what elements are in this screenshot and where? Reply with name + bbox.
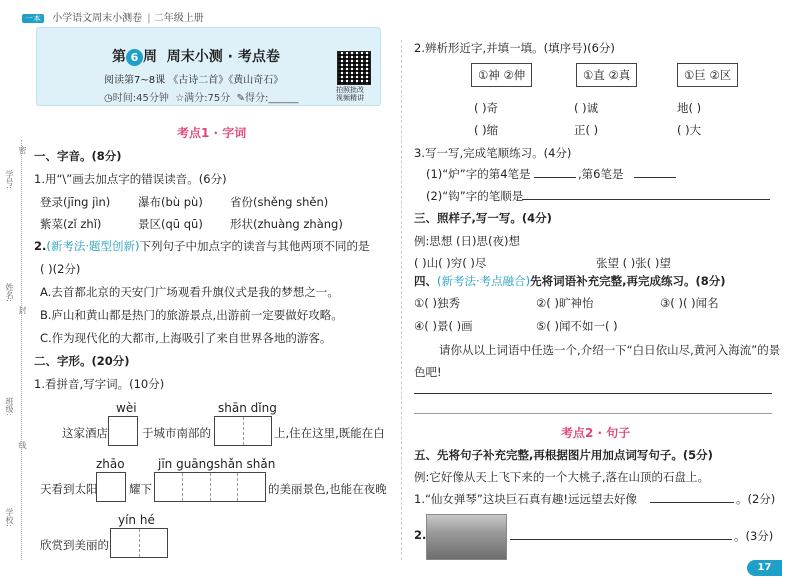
series-tag: 一本 (22, 14, 44, 23)
fill-blank[interactable]: ( )大 (677, 123, 702, 137)
sentence-part: 于城市南部的 (142, 426, 211, 440)
qr-code[interactable] (337, 51, 371, 85)
pinyin-hint: jīn guāngshǎn shǎn (158, 457, 276, 471)
q1-text: 1.用“\”画去加点字的错误读音。(6分) (34, 172, 227, 186)
seal-char-mi: 密 (18, 146, 27, 154)
section-separator (414, 413, 772, 414)
banner-title: 第 6 周 周末小测 · 考点卷 (112, 49, 280, 65)
s4-tag: (新考法·考点融合) (437, 274, 531, 288)
fill-blank[interactable]: 地( ) (677, 101, 702, 115)
sentence-part: 天看到太阳 (40, 482, 98, 496)
task-text: 色吧! (414, 365, 442, 379)
banner-meta: ◷时间:45分钟 ☆满分:75分 ✎得分:______ (104, 93, 299, 104)
q7-points: 。(3分) (734, 529, 774, 543)
kd2-title: 考点2 · 句子 (561, 426, 631, 440)
pencil-icon: ✎ (236, 93, 245, 104)
pinyin-hint: zhāo (96, 457, 125, 471)
q5b-text: (2)“钩”字的笔顺是 (426, 189, 524, 203)
char-box[interactable] (108, 416, 138, 446)
seal-char-feng: 封 (18, 306, 27, 314)
column-divider (401, 40, 402, 560)
char-box-double[interactable] (214, 416, 272, 446)
page-number: 17 (747, 560, 782, 576)
star-icon: ☆ (175, 93, 185, 104)
grade-label: 二年级上册 (153, 13, 204, 24)
section4-title: 四、(新考法·考点融合)先将词语补充完整,再完成练习。(8分) (414, 274, 726, 288)
q5a-text: (1)“炉”字的第4笔是 (426, 167, 531, 181)
page-header: 一本 小学语文周末小测卷 | 二年级上册 (22, 6, 204, 25)
sentence-part: 这家酒店 (62, 426, 108, 440)
section1-title: 一、字音。(8分) (34, 149, 122, 163)
option-a: A.去首都北京的天安门广场观看升旗仪式是我的梦想之一。 (40, 285, 339, 299)
pinyin-hint: wèi (116, 401, 137, 415)
series-name: 小学语文周末小测卷 (52, 13, 143, 24)
char-box-quad[interactable] (154, 472, 266, 502)
q2-tag: (新考法·题型创新) (46, 239, 140, 253)
fill-blank[interactable]: ( )山( )穷( )尽 (414, 256, 487, 270)
fill-blank[interactable]: ②( )旷神怡 (536, 296, 594, 310)
fill-blank[interactable]: ④( )景( )画 (414, 319, 473, 333)
fill-blank[interactable]: ③( )( )闻名 (660, 296, 719, 310)
binding-line (21, 140, 23, 560)
task-text: 请你从以上词语中任选一个,介绍一下“白日依山尽,黄河入海流”的景 (439, 343, 781, 357)
pinyin-item: 形状(zhuàng zhàng) (230, 217, 343, 231)
kd1-title: 考点1 · 字词 (177, 126, 247, 140)
pinyin-item: 紫菜(zǐ zhǐ) (40, 217, 102, 231)
section5-title: 五、先将句子补充完整,再根据图片用加点词写句子。(5分) (414, 448, 713, 462)
option-b: B.庐山和黄山都是热门的旅游景点,出游前一定要做好攻略。 (40, 308, 343, 322)
sentence-part: 欣赏到美丽的 (40, 538, 109, 552)
answer-line[interactable] (634, 177, 676, 178)
char-group-2: ①直 ②真 (576, 63, 637, 87)
example-text: 例:它好像从天上飞下来的一个大桃子,落在山顶的石盘上。 (414, 470, 710, 484)
answer-line[interactable] (534, 177, 576, 178)
answer-line[interactable] (522, 199, 770, 200)
rock-photo (426, 514, 507, 560)
sentence-part: 上,住在这里,既能在白 (274, 426, 385, 440)
char-group-3: ①巨 ②区 (677, 63, 738, 87)
week-number: 6 (126, 49, 143, 66)
q2-text: 2.(新考法·题型创新)下列句子中加点字的读音与其他两项不同的是 (34, 239, 370, 253)
char-box[interactable] (96, 472, 126, 502)
fill-blank[interactable]: 张望 ( )张( )望 (596, 256, 671, 270)
qr-caption: 拍照批改 视频精讲 (336, 86, 364, 102)
q4-text: 2.辨析形近字,并填一填。(填序号)(6分) (414, 41, 615, 55)
sentence-part: 耀下 (129, 482, 152, 496)
pinyin-hint: yín hé (118, 513, 155, 527)
answer-line[interactable] (510, 539, 732, 540)
fill-blank[interactable]: ⑤( )闻不如一( ) (536, 319, 618, 333)
answer-line[interactable] (650, 502, 734, 503)
pinyin-item: 瀑布(bù pù) (138, 195, 203, 209)
char-group-1: ①神 ②伸 (471, 63, 532, 87)
pinyin-item: 登录(jīng jìn) (40, 195, 111, 209)
banner-main-title: 周末小测 · 考点卷 (166, 49, 280, 65)
q5a2-text: ,第6笔是 (578, 167, 624, 181)
pinyin-hint: shān dǐng (218, 401, 277, 415)
clock-icon: ◷ (104, 93, 113, 104)
q3-text: 1.看拼音,写字词。(10分) (34, 377, 165, 391)
sidebar-school: 学校: (5, 508, 14, 527)
q6-points: 。(2分) (736, 492, 776, 506)
answer-line[interactable] (414, 393, 772, 394)
fill-blank[interactable]: ( )诚 (574, 101, 599, 115)
char-box-double[interactable] (110, 528, 168, 558)
fill-blank[interactable]: ①( )独秀 (414, 296, 460, 310)
fill-blank[interactable]: ( )缩 (474, 123, 499, 137)
option-c: C.作为现代化的大都市,上海吸引了来自世界各地的游客。 (40, 331, 332, 345)
sentence-part: 的美丽景色,也能在夜晚 (268, 482, 387, 496)
q6-text: 1.“仙女弹琴”这块巨石真有趣!远远望去好像 (414, 492, 637, 506)
banner-scope: 阅读第7~8课 《古诗二首》《黄山奇石》 (104, 75, 284, 86)
q5-text: 3.写一写,完成笔顺练习。(4分) (414, 146, 572, 160)
pinyin-item: 景区(qū qū) (138, 217, 203, 231)
sidebar-name: 姓名: (5, 283, 14, 302)
sidebar-id: 学号: (5, 170, 14, 189)
section3-title: 三、照样子,写一写。(4分) (414, 211, 552, 225)
fill-blank[interactable]: 正( ) (574, 123, 599, 137)
section2-title: 二、字形。(20分) (34, 354, 130, 368)
q7-number: 2. (414, 528, 427, 542)
example-text: 例:思想 (日)思(夜)想 (414, 234, 520, 248)
sidebar-class: 班级: (5, 397, 14, 416)
seal-char-xian: 线 (18, 441, 27, 449)
pinyin-item: 省份(shěng shěn) (230, 195, 329, 209)
q2-answer-blank[interactable]: ( )(2分) (40, 262, 81, 276)
fill-blank[interactable]: ( )奇 (474, 101, 499, 115)
